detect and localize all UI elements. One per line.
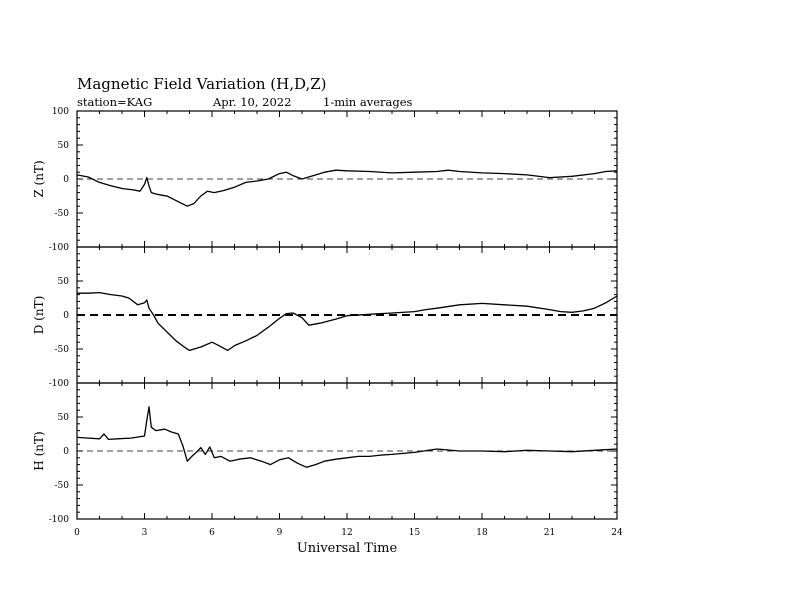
y-axis-label: D (nT): [32, 295, 46, 335]
series-line-z: [77, 170, 617, 206]
y-tick-label: 100: [51, 107, 69, 117]
date-label: Apr. 10, 2022: [213, 95, 292, 109]
y-tick-label: 0: [63, 311, 69, 321]
x-axis-label: Universal Time: [296, 541, 398, 556]
x-tick-label: 21: [543, 528, 556, 538]
y-tick-label: 0: [63, 175, 69, 185]
x-tick-label: 12: [341, 528, 353, 538]
series-line-h: [77, 407, 617, 468]
x-tick-label: 15: [408, 528, 421, 538]
y-tick-label: -50: [54, 481, 69, 491]
y-tick-label: 50: [57, 277, 69, 287]
x-tick-label: 0: [74, 528, 80, 538]
y-tick-label: -50: [54, 209, 69, 219]
y-tick-label: 50: [57, 141, 69, 151]
y-tick-label: -50: [54, 345, 69, 355]
averaging-label: 1-min averages: [323, 95, 413, 109]
series-line-d: [77, 293, 617, 351]
chart-title: Magnetic Field Variation (H,D,Z): [77, 75, 327, 93]
x-tick-label: 3: [141, 528, 148, 538]
x-tick-label: 6: [209, 528, 215, 538]
y-tick-label: 0: [63, 447, 69, 457]
y-tick-label: -100: [48, 243, 69, 253]
y-axis-label: Z (nT): [32, 160, 46, 198]
y-tick-label: -100: [48, 379, 69, 389]
station-label: station=KAG: [77, 95, 153, 109]
x-tick-label: 18: [476, 528, 488, 538]
y-axis-label: H (nT): [32, 431, 46, 471]
y-tick-label: 50: [57, 413, 69, 423]
x-tick-label: 9: [276, 528, 283, 538]
y-tick-label: -100: [48, 515, 69, 525]
x-tick-label: 24: [611, 528, 623, 538]
